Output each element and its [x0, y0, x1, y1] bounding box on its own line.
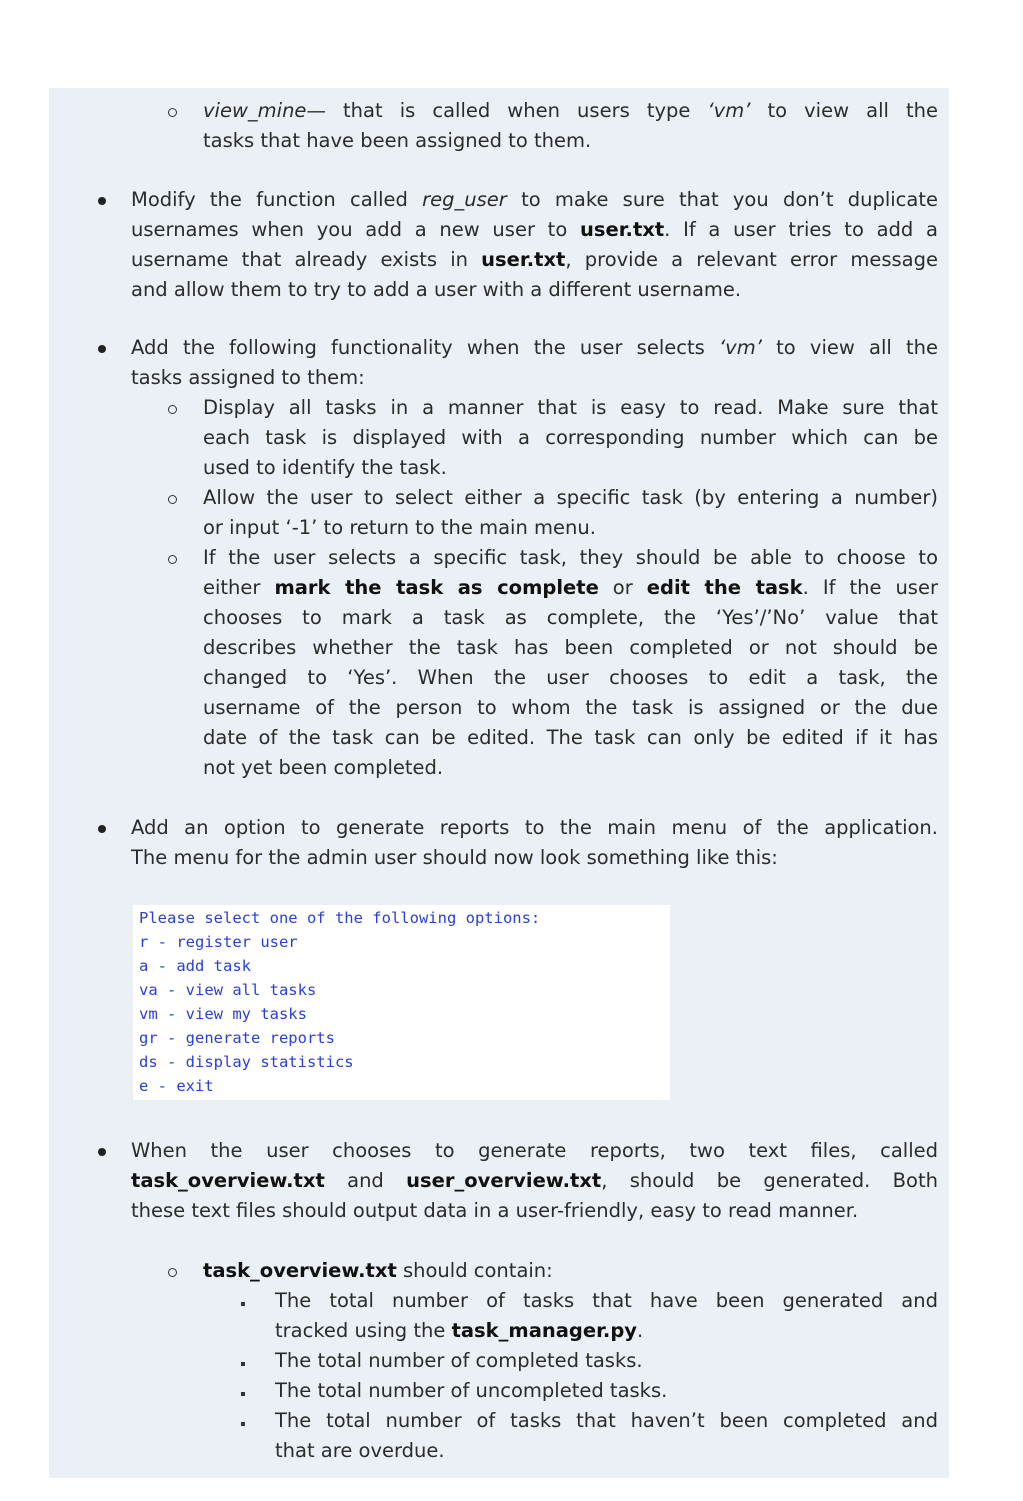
- task-overview-item-2: The total number of completed tasks.: [275, 1349, 643, 1372]
- vm-sub3-line-6: username of the person to whom the task is assigned or the due: [203, 696, 938, 719]
- code-line: vm - view my tasks: [139, 1005, 307, 1023]
- square-bullet-icon: [241, 1392, 245, 1396]
- reports-option-line-2: The menu for the admin user should now look something like this:: [131, 846, 778, 869]
- circle-bullet-icon: [168, 405, 177, 414]
- vm-sub3-line-8: not yet been completed.: [203, 756, 444, 779]
- vm-sub1-line-2: each task is displayed with a corresponding number which can be: [203, 426, 938, 449]
- square-bullet-icon: [241, 1302, 245, 1306]
- code-line: r - register user: [139, 933, 298, 951]
- reg-user-line-1: Modify the function called reg_user to make sure that you don’t duplicate: [131, 188, 938, 211]
- vm-sub3-line-3: chooses to mark a task as complete, the ‘Yes’/’No’ value that: [203, 606, 938, 629]
- vm-sub2-line-2: or input ‘-1’ to return to the main menu.: [203, 516, 596, 539]
- reg-user-line-3: username that already exists in user.txt, provide a relevant error message: [131, 248, 938, 271]
- generate-reports-line-3: these text files should output data in a user-friendly, easy to read manner.: [131, 1199, 859, 1222]
- square-bullet-icon: [241, 1422, 245, 1426]
- vm-sub3-line-2: either mark the task as complete or edit the task. If the user: [203, 576, 938, 599]
- vm-sub2-line-1: Allow the user to select either a specific task (by entering a number): [203, 486, 938, 509]
- reports-option-line-1: Add an option to generate reports to the main menu of the application.: [131, 816, 938, 839]
- vm-sub3-line-7: date of the task can be edited. The task can only be edited if it has: [203, 726, 938, 749]
- task-overview-heading: task_overview.txt should contain:: [203, 1259, 553, 1282]
- reg-user-line-4: and allow them to try to add a user with a different username.: [131, 278, 742, 301]
- task-overview-item-4-line-2: that are overdue.: [275, 1439, 445, 1462]
- vm-feature-line-2: tasks assigned to them:: [131, 366, 365, 389]
- task-overview-item-1-line-2: tracked using the task_manager.py.: [275, 1319, 644, 1342]
- vm-sub1-line-1: Display all tasks in a manner that is easy to read. Make sure that: [203, 396, 938, 419]
- bullet-icon: [98, 1148, 106, 1156]
- code-line: e - exit: [139, 1077, 214, 1095]
- generate-reports-line-2: task_overview.txt and user_overview.txt, should be generated. Both: [131, 1169, 938, 1192]
- bullet-icon: [98, 825, 106, 833]
- bullet-icon: [98, 345, 106, 353]
- code-line: ds - display statistics: [139, 1053, 354, 1071]
- square-bullet-icon: [241, 1362, 245, 1366]
- circle-bullet-icon: [168, 1268, 177, 1277]
- code-line: va - view all tasks: [139, 981, 317, 999]
- vm-sub3-line-5: changed to ‘Yes’. When the user chooses to edit a task, the: [203, 666, 938, 689]
- code-line: Please select one of the following options:: [139, 909, 541, 927]
- view-mine-line-2: tasks that have been assigned to them.: [203, 129, 592, 152]
- code-line: a - add task: [139, 957, 251, 975]
- view-mine-line-1: view_mine— that is called when users type ‘vm’ to view all the: [203, 99, 938, 122]
- vm-sub3-line-4: describes whether the task has been completed or not should be: [203, 636, 938, 659]
- task-overview-item-1-line-1: The total number of tasks that have been generated and: [275, 1289, 938, 1312]
- reg-user-line-2: usernames when you add a new user to user.txt. If a user tries to add a: [131, 218, 938, 241]
- task-overview-item-3: The total number of uncompleted tasks.: [275, 1379, 668, 1402]
- vm-feature-line-1: Add the following functionality when the user selects ‘vm’ to view all the: [131, 336, 939, 359]
- vm-sub1-line-3: used to identify the task.: [203, 456, 447, 479]
- task-overview-item-4-line-1: The total number of tasks that haven’t been completed and: [275, 1409, 938, 1432]
- circle-bullet-icon: [168, 555, 177, 564]
- view-mine-name: view_mine: [203, 99, 307, 122]
- circle-bullet-icon: [168, 495, 177, 504]
- circle-bullet-icon: [168, 108, 177, 117]
- generate-reports-line-1: When the user chooses to generate reports, two text files, called: [131, 1139, 938, 1162]
- menu-code-block: [133, 905, 670, 1100]
- code-line: gr - generate reports: [139, 1029, 335, 1047]
- bullet-icon: [98, 197, 106, 205]
- vm-sub3-line-1: If the user selects a specific task, they should be able to choose to: [203, 546, 938, 569]
